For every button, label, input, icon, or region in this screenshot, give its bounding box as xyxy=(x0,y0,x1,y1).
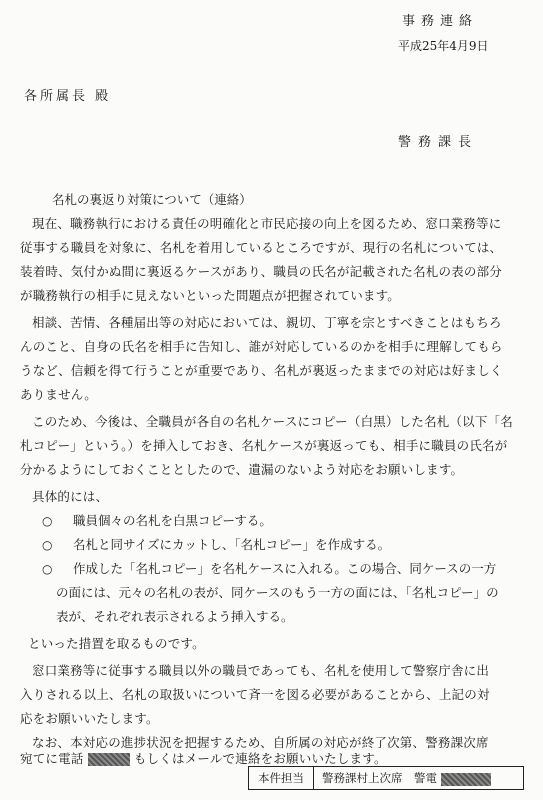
paragraph-2-line-3: うなど、信頼を得て行うことが重要であり、名札が裏返ったままでの対応は好ましく xyxy=(20,363,503,378)
contact-info xyxy=(314,770,523,786)
document-date: 平成25年4月9日 xyxy=(398,39,489,53)
contact-label: 本件担当 xyxy=(249,767,314,789)
addressee: 各所属長 殿 xyxy=(24,89,112,104)
document-type: 事務連絡 xyxy=(402,14,479,29)
bullet-1 xyxy=(42,511,272,529)
subject-line: 名札の裏返り対策について（連絡） xyxy=(52,192,252,207)
paragraph-1-line-2: 従事する職員を対象に、名札を着用しているところですが、現行の名札については、 xyxy=(20,240,503,255)
paragraph-2-line-4: ありません。 xyxy=(20,387,97,402)
paragraph-1-line-4: が職務執行の相手に見えないといった問題点が把握されています。 xyxy=(20,288,401,303)
paragraph-2-line-2: んのこと、自身の氏名を相手に告知し、誰が対応しているのかを相手に理解してもら xyxy=(20,339,503,354)
redacted-phone xyxy=(88,753,130,766)
paragraph-4-line-2: 入りされる以上、名札の取扱いについて斉一を図る必要があることから、上記の対 xyxy=(20,687,490,702)
paragraph-1-line-3: 装着時、気付かぬ間に裏返るケースがあり、職員の氏名が記載された名札の表の部分 xyxy=(20,264,502,279)
bullet-3-text-line-3: 表が、それぞれ表示されるよう挿入する。 xyxy=(56,609,294,624)
bullet-3-text-line-1: 作成した「名札コピー」を名札ケースに入れる。この場合、同ケースの一方 xyxy=(72,561,497,576)
paragraph-1-line-1: 現在、職務執行における責任の明確化と市民応接の向上を図るため、窓口業務等に xyxy=(32,216,502,231)
specifics-heading: 具体的には、 xyxy=(32,489,109,504)
paragraph-3-line-3: 分かるようにしておくこととしたので、遺漏のないよう対応をお願いします。 xyxy=(20,462,464,477)
sender: 警務課長 xyxy=(398,135,479,150)
redacted-extension xyxy=(441,773,491,786)
bullet-marker: ○ xyxy=(42,538,53,552)
paragraph-3-line-2: 札コピー」という。）を挿入しておき、名札ケースが裏返っても、相手に職員の氏名が xyxy=(20,438,508,453)
contact-box xyxy=(248,766,524,790)
bullet-1-text: 職員個々の名札を白黒コピーする。 xyxy=(72,513,272,528)
measures-line: といった措置を取るものです。 xyxy=(28,636,205,651)
bullet-2-text: 名札と同サイズにカットし、「名札コピー」を作成する。 xyxy=(72,537,391,552)
paragraph-5-line-2 xyxy=(20,749,387,767)
bullet-3 xyxy=(42,559,496,577)
paragraph-4-line-3: 応をお願いいたします。 xyxy=(20,711,159,726)
bullet-marker: ○ xyxy=(42,562,53,576)
bullet-marker: ○ xyxy=(42,514,53,528)
paragraph-2-line-1: 相談、苦情、各種届出等の対応においては、親切、丁寧を宗とすべきことはもちろ xyxy=(32,315,502,330)
paragraph-5-line-2-end: もしくはメールで連絡をお願いいたします。 xyxy=(133,751,387,766)
paragraph-5-line-2-start: 宛てに電話 xyxy=(20,751,84,766)
paragraph-4-line-1: 窓口業務等に従事する職員以外の職員であっても、名札を使用して警察庁舎に出 xyxy=(32,663,490,678)
bullet-2 xyxy=(42,535,390,553)
paragraph-3-line-1: このため、今後は、全職員が各自の名札ケースにコピー（白黒）した名札（以下「名 xyxy=(32,414,513,429)
contact-person: 警務課村上次席 警電 xyxy=(322,771,437,785)
bullet-3-text-line-2: の面には、元々の名札の表が、同ケースのもう一方の面には、「名札コピー」の xyxy=(56,585,499,600)
paragraph-5-line-1: なお、本対応の進捗状況を把握するため、自所属の対応が終了次第、警務課次席 xyxy=(32,735,489,750)
